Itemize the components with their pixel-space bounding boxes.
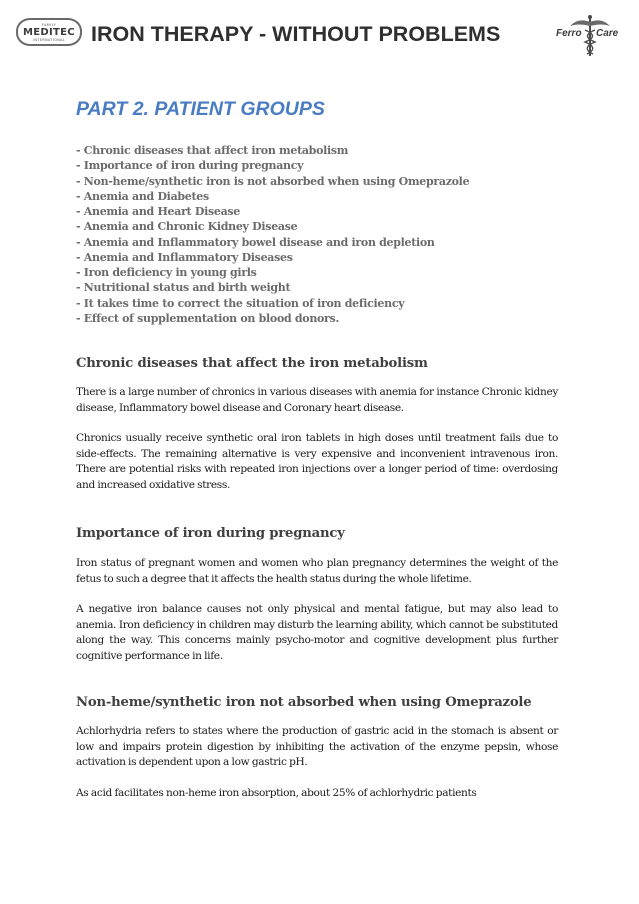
section-omeprazole — [76, 695, 558, 801]
section-paragraph: A negative iron balance causes not only physical and mental fatigue, but may also lead to anemia. Iron deficiency in children may disturb the learning ability, which cannot be substituted along the way. This concerns mainly psycho-motor and cognitive development plus further cognitive performance in life. — [76, 603, 558, 662]
ferrocare-logo — [554, 14, 626, 58]
topic-item: - Anemia and Inflammatory bowel disease and iron depletion — [76, 235, 435, 249]
logo-word-care: Care — [596, 28, 619, 39]
section-chronic-diseases — [76, 356, 558, 493]
topic-item: - It takes time to correct the situation of iron deficiency — [76, 296, 405, 310]
topic-item: - Anemia and Inflammatory Diseases — [76, 250, 293, 264]
logo-bottom-text: INTERNATIONAL — [33, 37, 65, 42]
topic-list — [76, 143, 566, 326]
section-paragraph: Iron status of pregnant women and women who plan pregnancy determines the weight of the fetus to such a degree that it affects the health status during the whole lifetime. — [76, 557, 558, 585]
header-title: IRON THERAPY - WITHOUT PROBLEMS — [91, 22, 501, 46]
section-paragraph: Chronics usually receive synthetic oral iron tablets in high doses until treatment fails due to side-effects. The remaining alternative is very expensive and inconvenient intravenous iron. There are potential risks with repeated iron injections over a longer period of time: overdosing and increased oxidative stress. — [76, 432, 558, 491]
topic-item: - Anemia and Diabetes — [76, 189, 209, 203]
topic-item: - Importance of iron during pregnancy — [76, 159, 304, 173]
part-title: PART 2. PATIENT GROUPS — [76, 98, 325, 120]
topic-item: - Non-heme/synthetic iron is not absorbed when using Omeprazole — [76, 174, 470, 188]
logo-word-ferro: Ferro — [556, 28, 582, 39]
page-header — [0, 0, 639, 72]
topic-item: - Nutritional status and birth weight — [76, 281, 291, 295]
topic-item: - Anemia and Heart Disease — [76, 205, 241, 218]
section-paragraph: There is a large number of chronics in various diseases with anemia for instance Chronic kidney disease, Inflammatory bowel disease and Coronary heart disease. — [76, 386, 558, 414]
section-heading: Importance of iron during pregnancy — [76, 526, 345, 541]
topic-item: - Iron deficiency in young girls — [76, 266, 257, 279]
logo-name: MEDITEC — [23, 26, 75, 38]
topic-item: - Anemia and Chronic Kidney Disease — [76, 220, 298, 234]
section-heading: Non-heme/synthetic iron not absorbed when using Omeprazole — [76, 695, 532, 710]
section-paragraph: Achlorhydria refers to states where the production of gastric acid in the stomach is absent or low and impairs protein digestion by inhibiting the activation of the enzyme pepsin, whose activation is dependent upon a low gastric pH. — [76, 725, 558, 768]
logo-top-text: FAMILY — [41, 22, 57, 27]
section-paragraph: As acid facilitates non-heme iron absorption, about 25% of achlorhydric patients — [76, 786, 477, 799]
topic-item: - Chronic diseases that affect iron metabolism — [76, 144, 349, 157]
section-heading: Chronic diseases that affect the iron metabolism — [76, 356, 428, 371]
section-pregnancy — [76, 526, 558, 664]
topic-item: - Effect of supplementation on blood donors. — [76, 311, 339, 325]
meditec-logo — [16, 18, 82, 46]
